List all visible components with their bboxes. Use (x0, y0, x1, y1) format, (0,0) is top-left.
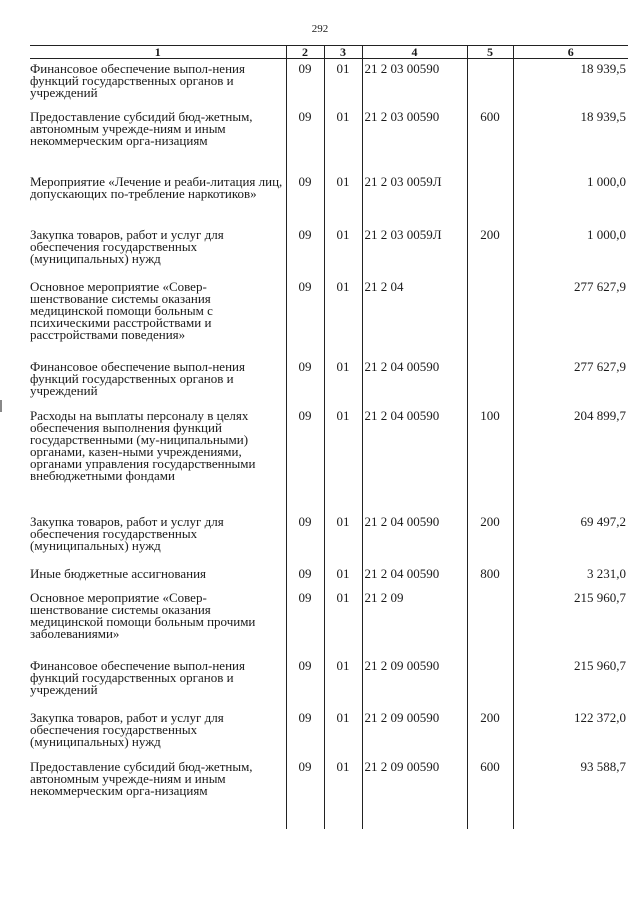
target-article-code: 21 2 04 00590 (362, 406, 467, 512)
expense-type-code: 600 (467, 107, 513, 172)
expense-type-code: 800 (467, 564, 513, 588)
table-row (30, 277, 628, 357)
expense-type-code: 100 (467, 406, 513, 512)
amount: 277 627,9 (513, 357, 628, 406)
section-code: 09 (286, 757, 324, 829)
expense-type-code (467, 656, 513, 708)
target-article-code: 21 2 03 00590 (362, 59, 467, 107)
target-article-code: 21 2 03 00590 (362, 107, 467, 172)
page-number: 292 (311, 23, 329, 35)
section-code: 09 (286, 708, 324, 757)
expense-type-code (467, 59, 513, 107)
target-article-code: 21 2 09 00590 (362, 656, 467, 708)
target-article-code: 21 2 09 00590 (362, 757, 467, 829)
section-code: 09 (286, 172, 324, 225)
expense-name: Иные бюджетные ассигнования (30, 565, 207, 581)
expense-name: Финансовое обеспечение выпол-нения функций государственных органов и учреждений (30, 657, 245, 697)
table-row (30, 757, 628, 829)
subsection-code: 01 (324, 277, 362, 357)
table-row (30, 107, 628, 172)
header-col-5: 5 (467, 46, 513, 59)
target-article-code: 21 2 09 00590 (362, 708, 467, 757)
expense-name: Основное мероприятие «Совер-шенствование системы оказания медицинской помощи больным с психическими расстройствами и расстройствами поведения» (30, 278, 213, 342)
amount: 93 588,7 (513, 757, 628, 829)
section-code: 09 (286, 59, 324, 107)
subsection-code: 01 (324, 225, 362, 277)
subsection-code: 01 (324, 357, 362, 406)
amount: 1 000,0 (513, 172, 628, 225)
subsection-code: 01 (324, 757, 362, 829)
table-row (30, 708, 628, 757)
expense-name: Расходы на выплаты персоналу в целях обеспечения выполнения функций государственными (му-ниципальными) органами, казен-ными учреждениями, органами управления государственными внебюджетными фондами (30, 407, 256, 483)
section-code: 09 (286, 512, 324, 564)
expense-type-code: 200 (467, 708, 513, 757)
expense-name: Закупка товаров, работ и услуг для обеспечения государственных (муниципальных) нужд (30, 513, 224, 553)
amount: 215 960,7 (513, 656, 628, 708)
expense-name: Мероприятие «Лечение и реаби-литация лиц, допускающих по-требление наркотиков» (30, 173, 283, 201)
subsection-code: 01 (324, 564, 362, 588)
target-article-code: 21 2 03 0059Л (362, 225, 467, 277)
expense-name: Закупка товаров, работ и услуг для обеспечения государственных (муниципальных) нужд (30, 709, 224, 749)
expense-name: Предоставление субсидий бюд-жетным, автономным учрежде-ниям и иным некоммерческим орга-низациям (30, 758, 253, 798)
subsection-code: 01 (324, 59, 362, 107)
amount: 18 939,5 (513, 107, 628, 172)
table-row (30, 225, 628, 277)
section-code: 09 (286, 225, 324, 277)
expense-type-code (467, 277, 513, 357)
subsection-code: 01 (324, 512, 362, 564)
expense-name: Предоставление субсидий бюд-жетным, автономным учрежде-ниям и иным некоммерческим орга-низациям (30, 108, 253, 148)
expense-type-code (467, 172, 513, 225)
table-row (30, 564, 628, 588)
expense-name: Финансовое обеспечение выпол-нения функций государственных органов и учреждений (30, 61, 245, 100)
section-code: 09 (286, 564, 324, 588)
section-code: 09 (286, 357, 324, 406)
target-article-code: 21 2 04 (362, 277, 467, 357)
amount: 277 627,9 (513, 277, 628, 357)
header-col-1: 1 (30, 46, 286, 59)
table-row (30, 172, 628, 225)
amount: 18 939,5 (513, 59, 628, 107)
target-article-code: 21 2 04 00590 (362, 564, 467, 588)
header-col-4: 4 (362, 46, 467, 59)
table-row (30, 357, 628, 406)
section-code: 09 (286, 656, 324, 708)
amount: 204 899,7 (513, 406, 628, 512)
amount: 3 231,0 (513, 564, 628, 588)
target-article-code: 21 2 09 (362, 588, 467, 656)
target-article-code: 21 2 03 0059Л (362, 172, 467, 225)
subsection-code: 01 (324, 406, 362, 512)
expense-name: Финансовое обеспечение выпол-нения функций государственных органов и учреждений (30, 358, 245, 398)
header-col-6: 6 (513, 46, 628, 59)
expense-type-code: 200 (467, 225, 513, 277)
expense-name: Закупка товаров, работ и услуг для обеспечения государственных (муниципальных) нужд (30, 226, 224, 266)
subsection-code: 01 (324, 656, 362, 708)
section-code: 09 (286, 406, 324, 512)
section-code: 09 (286, 588, 324, 656)
table-row (30, 588, 628, 656)
amount: 69 497,2 (513, 512, 628, 564)
amount: 215 960,7 (513, 588, 628, 656)
subsection-code: 01 (324, 172, 362, 225)
table-header-row (30, 46, 628, 59)
expense-type-code: 600 (467, 757, 513, 829)
section-code: 09 (286, 107, 324, 172)
expense-type-code: 200 (467, 512, 513, 564)
subsection-code: 01 (324, 107, 362, 172)
subsection-code: 01 (324, 588, 362, 656)
section-code: 09 (286, 277, 324, 357)
header-col-3: 3 (324, 46, 362, 59)
target-article-code: 21 2 04 00590 (362, 357, 467, 406)
expense-type-code (467, 588, 513, 656)
amount: 1 000,0 (513, 225, 628, 277)
amount: 122 372,0 (513, 708, 628, 757)
table-row (30, 406, 628, 512)
header-col-2: 2 (286, 46, 324, 59)
expense-type-code (467, 357, 513, 406)
budget-table (30, 45, 628, 829)
target-article-code: 21 2 04 00590 (362, 512, 467, 564)
subsection-code: 01 (324, 708, 362, 757)
table-row (30, 656, 628, 708)
expense-name: Основное мероприятие «Совер-шенствование системы оказания медицинской помощи больным прочими заболеваниями» (30, 589, 256, 641)
table-row (30, 59, 628, 107)
scan-margin-mark (0, 400, 2, 412)
table-row (30, 512, 628, 564)
